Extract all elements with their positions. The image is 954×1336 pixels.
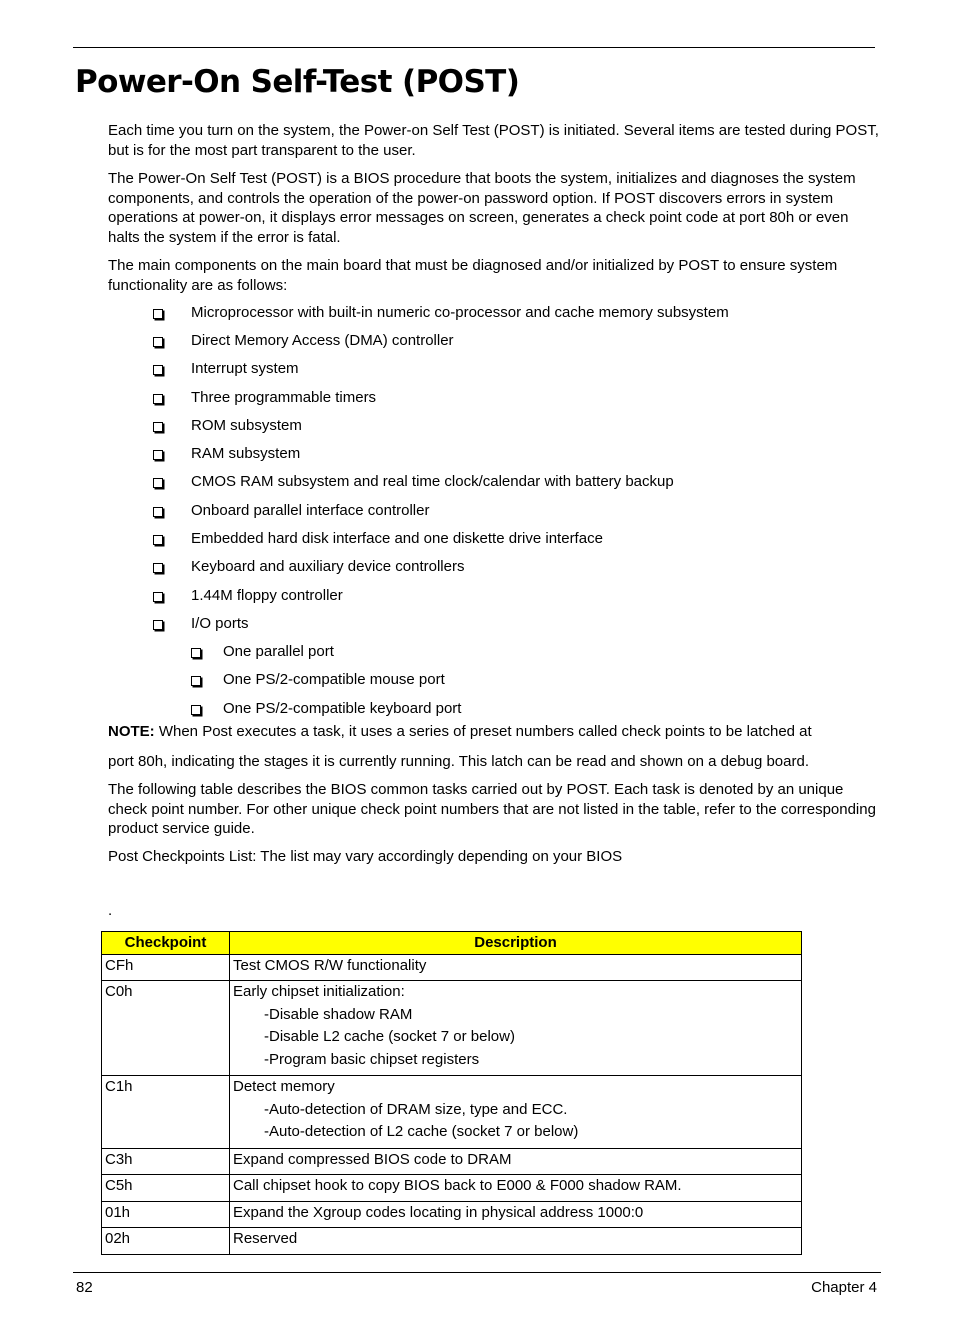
- chapter-label: Chapter 4: [811, 1279, 877, 1296]
- checkpoint-cell: C1h: [102, 1076, 230, 1149]
- io-port-list-item: One PS/2-compatible mouse port: [223, 671, 445, 688]
- checkbox-bullet-icon: [153, 450, 163, 460]
- component-list-item: ROM subsystem: [191, 417, 302, 434]
- description-text: Reserved: [233, 1230, 298, 1247]
- table-intro-paragraph: The following table describes the BIOS common tasks carried out by POST. Each task is denoted by an unique check point number. For other unique check point numbers that are not listed in the table, refer to the corresponding product service guide.: [108, 781, 876, 837]
- table-row: [102, 1076, 802, 1149]
- table-row: [102, 1202, 802, 1228]
- io-port-list-item: One parallel port: [223, 643, 334, 660]
- checkpoint-list-caption: Post Checkpoints List: The list may vary accordingly depending on your BIOS: [108, 848, 623, 865]
- footer-rule: [73, 1272, 881, 1273]
- checkbox-bullet-icon: [153, 394, 163, 404]
- checkbox-bullet-icon: [191, 676, 201, 686]
- table-row: [102, 1149, 802, 1175]
- component-list-item: CMOS RAM subsystem and real time clock/calendar with battery backup: [191, 473, 674, 490]
- checkbox-bullet-icon: [153, 309, 163, 319]
- checkpoint-cell: C3h: [102, 1149, 230, 1175]
- description-cell: [230, 955, 802, 981]
- description-subitem: -Program basic chipset registers: [264, 1050, 480, 1068]
- description-column-header: Description: [230, 932, 802, 955]
- description-cell: [230, 1228, 802, 1255]
- checkbox-bullet-icon: [153, 365, 163, 375]
- description-subitem: -Disable shadow RAM: [264, 1005, 413, 1023]
- note-text-1: When Post executes a task, it uses a series of preset numbers called check points to be latched at: [154, 723, 812, 740]
- description-cell: [230, 1175, 802, 1202]
- checkbox-bullet-icon: [153, 620, 163, 630]
- table-header-row: [102, 932, 802, 955]
- description-subitem: -Auto-detection of DRAM size, type and ECC.: [264, 1100, 568, 1118]
- component-list-item: Interrupt system: [191, 360, 299, 377]
- note-line-2: port 80h, indicating the stages it is currently running. This latch can be read and shown on a debug board.: [108, 753, 810, 770]
- table-row: [102, 1175, 802, 1202]
- description-cell: [230, 1149, 802, 1175]
- intro-paragraph-3: The main components on the main board that must be diagnosed and/or initialized by POST to ensure system functionality are as follows:: [108, 257, 838, 294]
- note-line-1: [108, 722, 880, 742]
- component-list-item: Three programmable timers: [191, 389, 377, 406]
- header-rule: [73, 47, 875, 48]
- description-cell: [230, 1202, 802, 1228]
- checkbox-bullet-icon: [191, 705, 201, 715]
- component-list-item: Microprocessor with built-in numeric co-processor and cache memory subsystem: [191, 304, 729, 321]
- note-label: NOTE:: [108, 723, 155, 740]
- page-title: Power-On Self-Test (POST): [75, 64, 520, 100]
- checkbox-bullet-icon: [191, 648, 201, 658]
- component-list-item: Embedded hard disk interface and one diskette drive interface: [191, 530, 603, 547]
- description-subitem: -Disable L2 cache (socket 7 or below): [264, 1028, 515, 1045]
- checkpoint-cell: C5h: [102, 1175, 230, 1202]
- description-cell: [230, 981, 802, 1076]
- description-text: Detect memory: [233, 1078, 335, 1095]
- table-row: [102, 981, 802, 1076]
- description-text: Expand the Xgroup codes locating in physical address 1000:0: [233, 1204, 644, 1221]
- stray-dot: .: [108, 902, 113, 919]
- checkbox-bullet-icon: [153, 337, 163, 347]
- checkbox-bullet-icon: [153, 507, 163, 517]
- checkbox-bullet-icon: [153, 563, 163, 573]
- checkpoint-cell: 02h: [102, 1228, 230, 1255]
- checkbox-bullet-icon: [153, 535, 163, 545]
- component-list-item: 1.44M floppy controller: [191, 587, 343, 604]
- component-list-item: Onboard parallel interface controller: [191, 502, 430, 519]
- intro-paragraph-1: Each time you turn on the system, the Power-on Self Test (POST) is initiated. Several items are tested during POST, but is for the most part transparent to the user.: [108, 122, 879, 159]
- component-list-item: I/O ports: [191, 615, 249, 632]
- checkpoint-cell: C0h: [102, 981, 230, 1076]
- description-text: Test CMOS R/W functionality: [233, 957, 427, 974]
- checkbox-bullet-icon: [153, 478, 163, 488]
- description-text: Call chipset hook to copy BIOS back to E000 & F000 shadow RAM.: [233, 1177, 682, 1194]
- component-list-item: RAM subsystem: [191, 445, 301, 462]
- checkbox-bullet-icon: [153, 422, 163, 432]
- post-checkpoint-table: [101, 931, 802, 1255]
- checkpoint-cell: CFh: [102, 955, 230, 981]
- description-text: Expand compressed BIOS code to DRAM: [233, 1151, 512, 1168]
- table-row: [102, 955, 802, 981]
- checkpoint-column-header: Checkpoint: [102, 932, 230, 955]
- description-text: Early chipset initialization:: [233, 983, 405, 1000]
- component-list-item: Direct Memory Access (DMA) controller: [191, 332, 454, 349]
- checkbox-bullet-icon: [153, 592, 163, 602]
- component-list-item: Keyboard and auxiliary device controllers: [191, 558, 465, 575]
- io-port-list-item: One PS/2-compatible keyboard port: [223, 700, 462, 717]
- checkpoint-cell: 01h: [102, 1202, 230, 1228]
- intro-paragraph-2: The Power-On Self Test (POST) is a BIOS procedure that boots the system, initializes and diagnoses the system components, and controls the operation of the power-on password option. If POST discovers errors in system operations at power-on, it displays error messages on screen, generates a check point code at port 80h or even halts the system if the error is fatal.: [108, 170, 856, 246]
- table-row: [102, 1228, 802, 1255]
- description-subitem: -Auto-detection of L2 cache (socket 7 or below): [264, 1123, 579, 1140]
- description-cell: [230, 1076, 802, 1149]
- page-number: 82: [76, 1279, 93, 1296]
